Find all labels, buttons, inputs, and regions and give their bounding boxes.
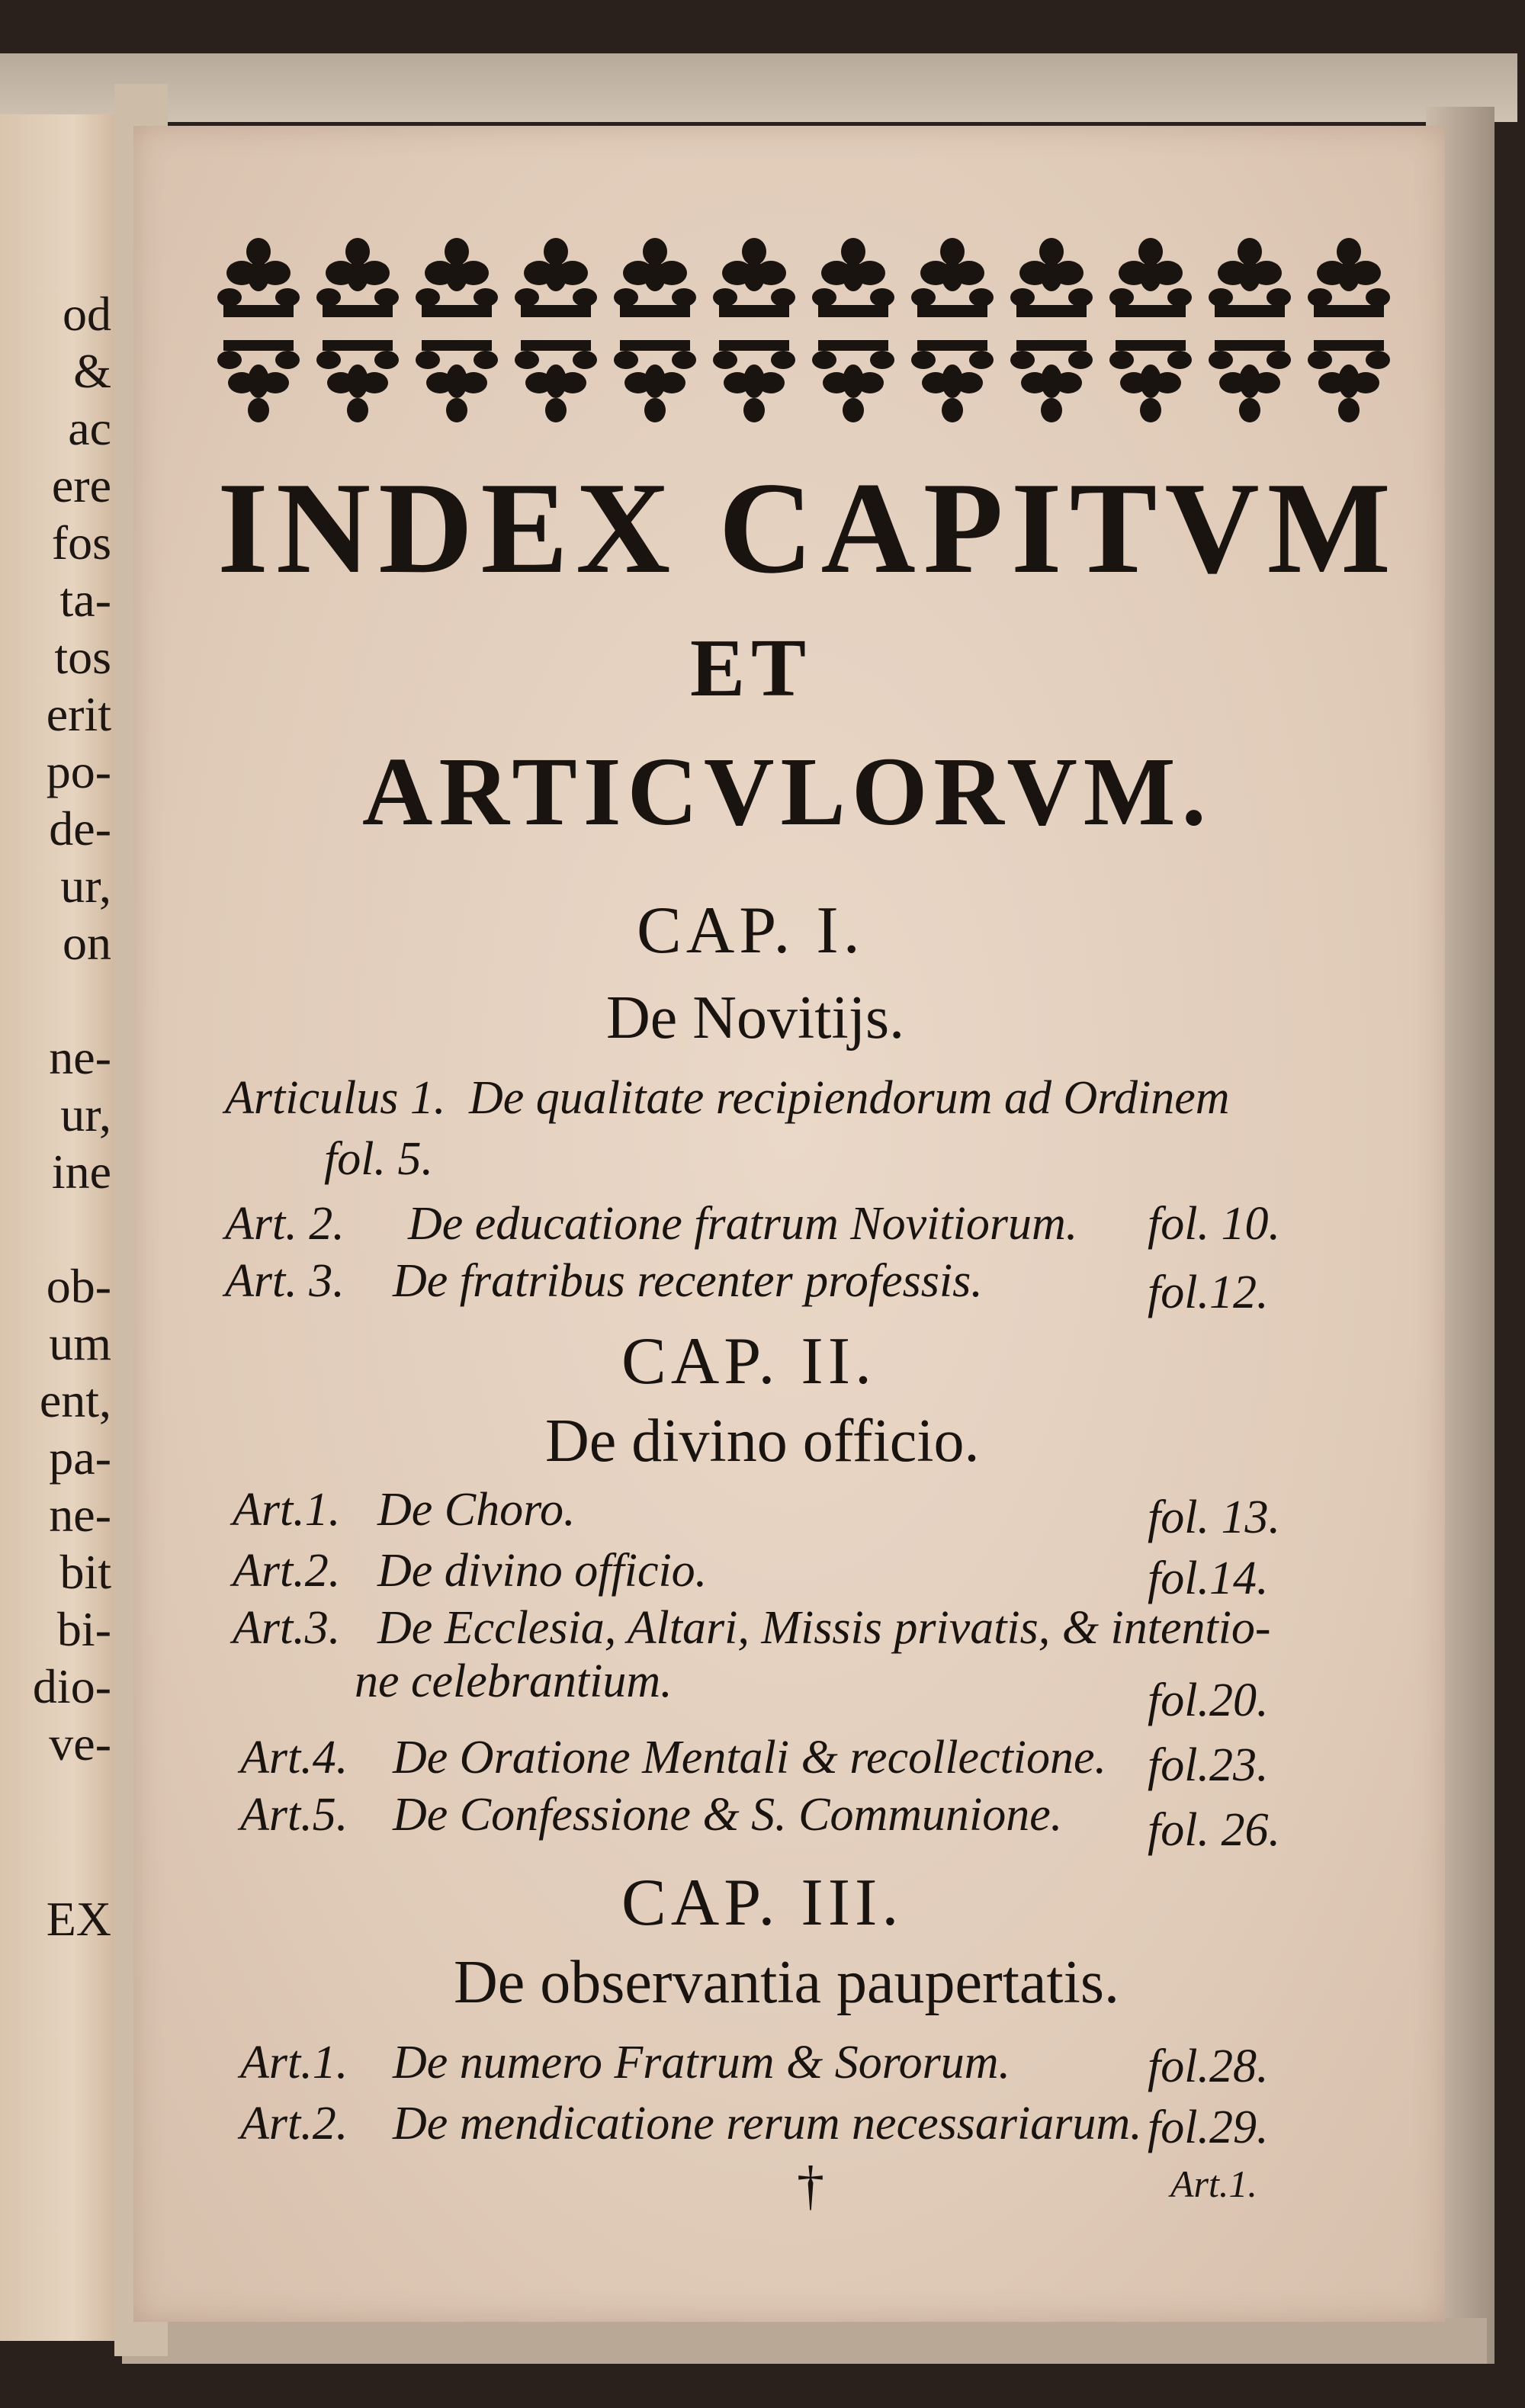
- entry-text: De qualitate recipiendorum ad Ordinem: [469, 1072, 1230, 1124]
- entry-folio: fol.23.: [1148, 1739, 1269, 1791]
- entry-folio: fol.28.: [1148, 2040, 1269, 2092]
- entry-lead: Art.5.: [240, 1789, 348, 1841]
- index-subtitle: ARTICVLORVM.: [362, 737, 1212, 846]
- entry-folio: fol.29.: [1148, 2101, 1269, 2153]
- chapter-title: De observantia paupertatis.: [454, 1949, 1120, 2016]
- entry-folio: fol.14.: [1148, 1552, 1269, 1604]
- entry-folio: fol. 26.: [1148, 1804, 1280, 1856]
- index-title-conjunction: ET: [690, 623, 813, 714]
- entry-folio: fol. 5.: [324, 1133, 433, 1185]
- left-page-fragment: erit: [46, 687, 111, 741]
- entry-text: De Confessione & S. Communione.: [393, 1789, 1063, 1841]
- left-page-fragment: bi-: [56, 1602, 111, 1656]
- entry-lead: Art.1.: [233, 1484, 341, 1536]
- left-page-fragment: fos: [51, 515, 111, 570]
- entry-text: De divino officio.: [377, 1545, 708, 1597]
- entry-folio: fol.12.: [1148, 1267, 1269, 1318]
- entry-text: De Oratione Mentali & recollectione.: [393, 1732, 1107, 1784]
- entry-text: De educatione fratrum Novitiorum.: [408, 1198, 1078, 1250]
- chapter-heading: CAP. I.: [637, 894, 865, 968]
- entry-lead: Art.2.: [240, 2098, 348, 2150]
- entry-folio: fol. 13.: [1148, 1491, 1280, 1543]
- left-page-fragment: pa-: [49, 1430, 111, 1485]
- chapter-title: De divino officio.: [545, 1408, 980, 1475]
- left-page-fragment: on: [63, 916, 111, 970]
- entry-lead: Articulus 1.: [225, 1072, 446, 1124]
- entry-lead: Art. 3.: [225, 1255, 345, 1307]
- entry-lead: Art. 2.: [225, 1198, 345, 1250]
- left-page-fragment: po-: [46, 744, 111, 798]
- signature-mark: †: [797, 2155, 824, 2216]
- chapter-heading: CAP. III.: [621, 1866, 904, 1940]
- left-page-fragment: ur,: [60, 1087, 111, 1141]
- left-page-strip: [0, 114, 127, 2341]
- left-page-fragment: dio-: [32, 1659, 111, 1713]
- left-page-fragment: ine: [51, 1145, 111, 1199]
- fleuron-ornament-band: [217, 229, 1407, 435]
- entry-text: De mendicatione rerum necessariarum.: [393, 2098, 1142, 2150]
- left-page-fragment: ta-: [59, 573, 111, 627]
- entry-lead: Art.3.: [233, 1602, 341, 1654]
- book-cover-bottom-edge: [122, 2318, 1487, 2364]
- book-cover-top-edge: [0, 53, 1517, 122]
- entry-lead: Art.4.: [240, 1732, 348, 1784]
- entry-folio: fol.20.: [1148, 1674, 1269, 1726]
- entry-folio: fol. 10.: [1148, 1198, 1280, 1250]
- left-page-fragment: bit: [59, 1545, 111, 1599]
- entry-lead: Art.1.: [240, 2037, 348, 2089]
- index-page: [133, 126, 1445, 2322]
- entry-lead: Art.2.: [233, 1545, 341, 1597]
- left-page-fragment: ent,: [39, 1373, 111, 1427]
- left-page-fragment: ac: [68, 401, 111, 455]
- left-page-fragment: tos: [54, 630, 111, 684]
- entry-text-continued: ne celebrantium.: [355, 1655, 673, 1707]
- left-page-fragment: ur,: [60, 859, 111, 913]
- chapter-title: De Novitijs.: [606, 984, 905, 1051]
- catchword: Art.1.: [1170, 2162, 1257, 2205]
- left-page-fragment: EX: [46, 1892, 111, 1946]
- left-page-fragment: ne-: [49, 1488, 111, 1542]
- left-page-fragment: ve-: [49, 1716, 111, 1771]
- left-page-fragment: ere: [51, 458, 111, 512]
- left-page-fragment: ob-: [46, 1259, 111, 1313]
- chapter-heading: CAP. II.: [621, 1324, 877, 1398]
- entry-text: De Choro.: [377, 1484, 576, 1536]
- entry-text: De fratribus recenter professis.: [393, 1255, 983, 1307]
- left-page-fragment: de-: [49, 801, 111, 856]
- entry-text: De Ecclesia, Altari, Missis privatis, & intentio-: [377, 1602, 1271, 1654]
- index-title: INDEX CAPITVM: [217, 456, 1398, 601]
- left-page-fragment: &: [73, 344, 111, 398]
- left-page-fragment: ne-: [49, 1030, 111, 1084]
- entry-text: De numero Fratrum & Sororum.: [393, 2037, 1010, 2089]
- left-page-fragment: od: [63, 287, 111, 341]
- left-page-fragment: um: [49, 1316, 111, 1370]
